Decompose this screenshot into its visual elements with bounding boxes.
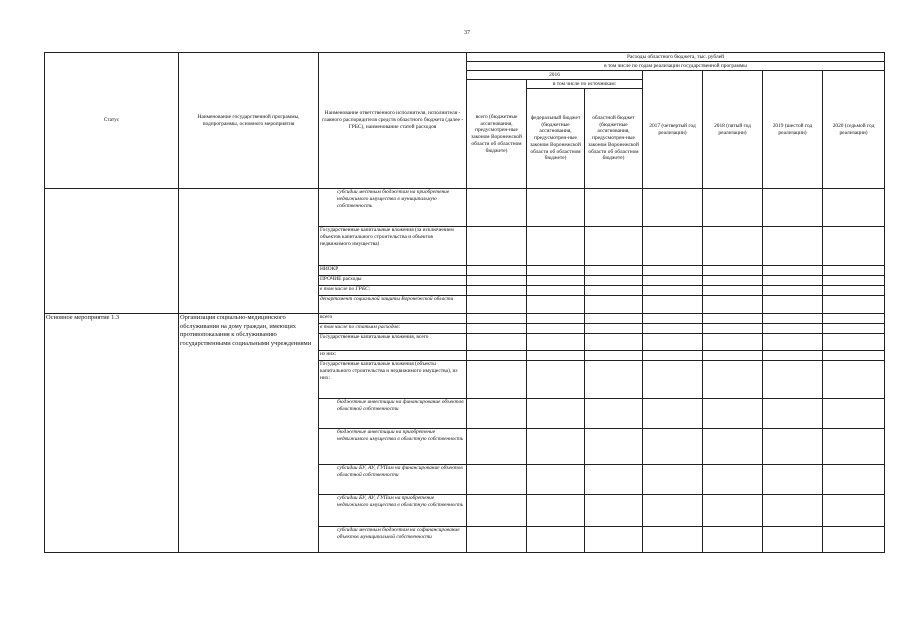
empty-cell (585, 296, 643, 314)
header-regional: областной бюджет (бюджетные ассигнования, предусмотрен-ные законом Воронежской области об областном бюджете) (585, 89, 643, 189)
row-label: бюджетные инвестиции на приобретение недвижимого имущества в областную собственность (319, 429, 467, 465)
row-label: бюджетные инвестиции на финансирование объектов областной собственности (319, 399, 467, 429)
empty-cell (703, 286, 763, 296)
empty-cell (823, 227, 885, 266)
empty-cell (467, 286, 527, 296)
empty-cell (527, 334, 585, 351)
empty-cell (763, 314, 823, 324)
header-status: Статус (45, 53, 179, 189)
row-label: в том числе по статьям расходов: (319, 324, 467, 334)
empty-cell (703, 527, 763, 553)
empty-cell (643, 465, 703, 495)
empty-cell (643, 189, 703, 227)
empty-cell (763, 334, 823, 351)
empty-cell (763, 227, 823, 266)
empty-cell (643, 296, 703, 314)
empty-cell (823, 465, 885, 495)
empty-cell (527, 399, 585, 429)
empty-cell (527, 276, 585, 286)
row-label: в том числе по ГРБС: (319, 286, 467, 296)
empty-cell (643, 266, 703, 276)
header-by-sources: в том числе по источникам: (527, 80, 643, 89)
empty-cell (643, 286, 703, 296)
empty-cell (643, 527, 703, 553)
empty-cell (763, 276, 823, 286)
empty-cell (527, 266, 585, 276)
header-2017: 2017 (четвертый год реализации) (643, 71, 703, 189)
empty-cell (763, 296, 823, 314)
empty-cell (823, 334, 885, 351)
empty-cell (823, 429, 885, 465)
empty-cell (585, 276, 643, 286)
empty-cell (643, 314, 703, 324)
empty-cell (527, 351, 585, 361)
empty-cell (467, 465, 527, 495)
empty-cell (527, 227, 585, 266)
empty-cell (823, 266, 885, 276)
empty-cell (585, 334, 643, 351)
empty-cell (763, 286, 823, 296)
empty-cell (823, 495, 885, 527)
empty-cell (643, 227, 703, 266)
row-label: Государственные капитальные вложения (за исключением объектов капитального строительства и объектов недвижимого имущества) (319, 227, 467, 266)
empty-cell (467, 495, 527, 527)
row-label: департамент социальной защиты Воронежской области (319, 296, 467, 314)
empty-cell (703, 266, 763, 276)
empty-cell (703, 361, 763, 399)
row-label: субсидии местным бюджетам на софинансирование объектов муниципальной собственности (319, 527, 467, 553)
empty-cell (527, 429, 585, 465)
empty-cell (585, 465, 643, 495)
page-number: 37 (464, 30, 470, 36)
empty-cell (585, 527, 643, 553)
header-total: всего (бюджетные ассигнования, предусмотрен-ные законом Воронежской области об областном бюджете) (467, 80, 527, 189)
empty-cell (527, 286, 585, 296)
empty-cell (467, 399, 527, 429)
empty-cell (763, 351, 823, 361)
header-expenses-title: Расходы областного бюджета, тыс. рублей (467, 53, 885, 62)
empty-cell (527, 296, 585, 314)
row-label: Государственные капитальные вложения, всего (319, 334, 467, 351)
header-year-2016: 2016 (467, 71, 643, 80)
empty-cell (527, 314, 585, 324)
empty-cell (467, 227, 527, 266)
empty-cell (585, 324, 643, 334)
empty-cell (703, 314, 763, 324)
empty-cell (527, 324, 585, 334)
empty-cell (585, 189, 643, 227)
empty-cell (585, 314, 643, 324)
empty-cell (643, 351, 703, 361)
empty-cell (703, 429, 763, 465)
empty-cell (585, 286, 643, 296)
empty-cell (823, 296, 885, 314)
row-label: субсидии БУ, АУ, ГУПам на финансирование объектов областной собственности (319, 465, 467, 495)
empty-cell (823, 399, 885, 429)
empty-cell (763, 361, 823, 399)
empty-cell (703, 189, 763, 227)
empty-cell (763, 189, 823, 227)
empty-cell (467, 429, 527, 465)
empty-cell (527, 527, 585, 553)
header-program-name: Наименование государственной программы, подпрограммы, основного мероприятия (179, 53, 319, 189)
header-by-years: в том числе по годам реализации государственной программы (467, 62, 885, 71)
empty-cell (585, 429, 643, 465)
empty-cell (467, 314, 527, 324)
status-cell-empty (45, 189, 179, 314)
empty-cell (823, 189, 885, 227)
empty-cell (467, 296, 527, 314)
empty-cell (703, 324, 763, 334)
empty-cell (585, 399, 643, 429)
empty-cell (467, 189, 527, 227)
row-label: НИОКР (319, 266, 467, 276)
empty-cell (703, 465, 763, 495)
empty-cell (467, 276, 527, 286)
empty-cell (585, 361, 643, 399)
empty-cell (703, 296, 763, 314)
empty-cell (467, 351, 527, 361)
header-executor: Наименование ответственного исполнителя, исполнителя - главного распорядителя средств областного бюджета (далее - ГРБС), наименование статей расходов (319, 53, 467, 189)
empty-cell (585, 495, 643, 527)
empty-cell (527, 465, 585, 495)
empty-cell (527, 495, 585, 527)
empty-cell (763, 429, 823, 465)
empty-cell (823, 276, 885, 286)
empty-cell (467, 361, 527, 399)
row-label: субсидии местным бюджетам на приобретение недвижимого имущества в муниципальную собственность (319, 189, 467, 227)
empty-cell (643, 429, 703, 465)
row-label: из них: (319, 351, 467, 361)
row-label: всего (319, 314, 467, 324)
empty-cell (467, 334, 527, 351)
empty-cell (467, 527, 527, 553)
empty-cell (643, 276, 703, 286)
empty-cell (823, 527, 885, 553)
measure-status: Основное мероприятие 1.3 (45, 314, 179, 553)
empty-cell (585, 266, 643, 276)
name-cell-empty (179, 189, 319, 314)
header-2020: 2020 (седьмой год реализации) (823, 71, 885, 189)
empty-cell (527, 361, 585, 399)
empty-cell (643, 324, 703, 334)
empty-cell (763, 495, 823, 527)
row-label: Государственные капитальные вложения (объекты капитального строительства и недвижимого имущества), из них: (319, 361, 467, 399)
empty-cell (643, 334, 703, 351)
empty-cell (763, 399, 823, 429)
empty-cell (763, 266, 823, 276)
measure-name: Организация социально-медицинского обслуживания на дому граждан, имеющих противопоказания к обслуживанию государственными социальными учреждениями (179, 314, 319, 553)
expenses-table (44, 52, 885, 553)
empty-cell (643, 495, 703, 527)
empty-cell (467, 266, 527, 276)
empty-cell (823, 314, 885, 324)
header-federal: федеральный бюджет (бюджетные ассигнования, предусмотрен-ные законом Воронежской области об областном бюджете) (527, 89, 585, 189)
empty-cell (823, 286, 885, 296)
empty-cell (585, 351, 643, 361)
empty-cell (643, 361, 703, 399)
empty-cell (763, 324, 823, 334)
empty-cell (703, 351, 763, 361)
row-label: ПРОЧИЕ расходы (319, 276, 467, 286)
header-2019: 2019 (шестой год реализации) (763, 71, 823, 189)
header-2018: 2018 (пятый год реализации) (703, 71, 763, 189)
empty-cell (585, 227, 643, 266)
empty-cell (763, 527, 823, 553)
empty-cell (703, 495, 763, 527)
empty-cell (703, 399, 763, 429)
empty-cell (527, 189, 585, 227)
empty-cell (763, 465, 823, 495)
empty-cell (703, 276, 763, 286)
empty-cell (703, 334, 763, 351)
empty-cell (467, 324, 527, 334)
empty-cell (823, 351, 885, 361)
row-label: субсидии БУ, АУ, ГУПам на приобретение недвижимого имущества в областную собственность (319, 495, 467, 527)
empty-cell (643, 399, 703, 429)
empty-cell (703, 227, 763, 266)
empty-cell (823, 324, 885, 334)
empty-cell (823, 361, 885, 399)
